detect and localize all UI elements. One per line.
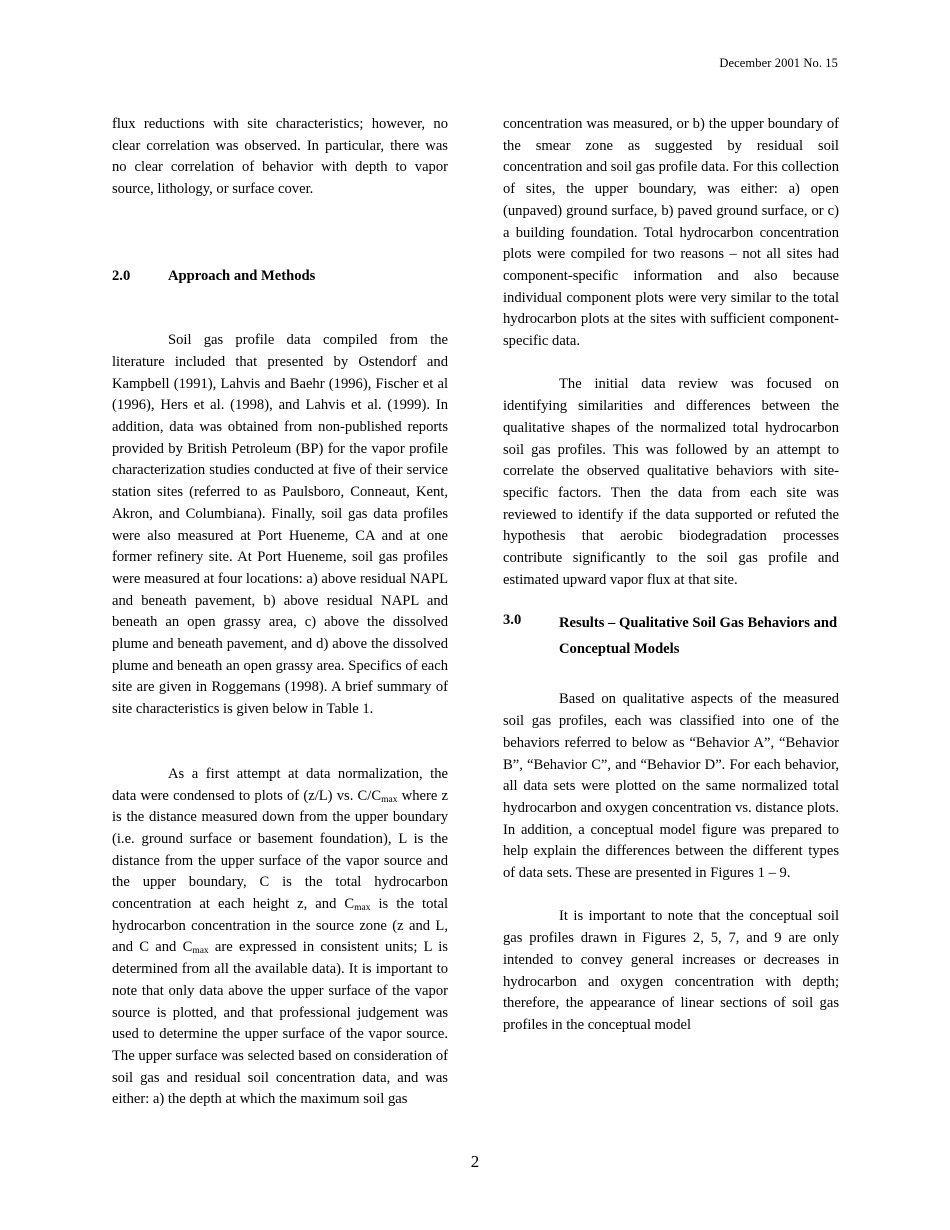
paragraph-behaviors: Based on qualitative aspects of the measured soil gas profiles, each was classified into one of the behaviors referred to below as “Behavior A”, “Behavior B”, “Behavior C”, and “Behavior D”. For each behavior, all data sets were plotted on the same normalized total hydrocarbon and oxygen concentration vs. distance plots. In addition, a conceptual model figure was prepared to help explain the differences between the different types of data sets. These are presented in Figures 1 – 9. <box>503 691 839 882</box>
right-column <box>503 114 839 1037</box>
paragraph-normalization <box>112 764 448 1111</box>
subscript-max: max <box>354 903 371 914</box>
section-title: Approach and Methods <box>168 267 316 284</box>
section-heading-2 <box>112 266 448 288</box>
paragraph-continued: flux reductions with site characteristics; however, no clear correlation was observed. In particular, there was no clear correlation of behavior with depth to vapor source, lithology, or surface cover. <box>112 116 448 198</box>
section-number: 2.0 <box>112 267 131 284</box>
page-number: 2 <box>470 1152 480 1171</box>
section-number: 3.0 <box>503 612 522 629</box>
paragraph-data-review: The initial data review was focused on identifying similarities and differences between the qualitative shapes of the normalized total hydrocarbon soil gas profiles. This was followed by an attempt to correlate the observed qualitative behaviors with site-specific factors. Then the data from each site was reviewed to identify if the data supported or refuted the hypothesis that aerobic biodegradation processes contribute significantly to the soil gas profile and estimated upward vapor flux at that site. <box>503 376 839 588</box>
subscript-max: max <box>381 794 398 805</box>
running-header: December 2001 No. 15 <box>719 56 838 70</box>
paragraph-continued: concentration was measured, or b) the upper boundary of the smear zone as suggested by residual soil concentration and soil gas profile data. For this collection of sites, the upper boundary, was either: a) open (unpaved) ground surface, b) paved ground surface, or c) a building foundation. Total hydrocarbon concentration plots were compiled for two reasons – not all sites had component-specific information and also because individual component plots were very similar to the total hydrocarbon plots at the sites with sufficient component-specific data. <box>503 116 839 350</box>
section-title: Results – Qualitative Soil Gas Behaviors and Conceptual Models <box>559 615 838 658</box>
left-column <box>112 114 448 1111</box>
subscript-max: max <box>192 946 209 957</box>
text-span: is the total hydrocarbon concentration in the source zone (z and L, and C and C <box>112 896 448 956</box>
section-heading-3 <box>503 610 839 662</box>
text-span: where z is the distance measured down from the upper boundary (i.e. ground surface or basement foundation), L is the distance from the upper surface of the vapor source and the upper boundary, C is the total hydrocarbon concentration at each height z, and C <box>112 787 448 913</box>
text-span: As a first attempt at data normalization, the data were condensed to plots of (z/L) vs. C/C <box>112 765 448 804</box>
text-span: are expressed in consistent units; L is determined from all the available data). It is important to note that only data above the upper surface of the vapor source is plotted, and that professional judgement was used to determine the upper surface of the vapor source. The upper surface was selected based on consideration of soil gas and residual soil concentration data, and was either: a) the depth at which the maximum soil gas <box>112 939 448 1108</box>
paragraph-conceptual: It is important to note that the conceptual soil gas profiles drawn in Figures 2, 5, 7, and 9 are only intended to convey general increases or decreases in hydrocarbon and oxygen concentration with depth; therefore, the appearance of linear sections of soil gas profiles in the conceptual model <box>503 908 839 1033</box>
paragraph-literature: Soil gas profile data compiled from the literature included that presented by Ostendorf and Kampbell (1991), Lahvis and Baehr (1996), Fischer et al (1996), Hers et al. (1998), and Lahvis et al. (1999). In addition, data was obtained from non-published reports provided by British Petroleum (BP) for the vapor profile characterization studies conducted at five of their service station sites (referred to as Paulsboro, Conneaut, Kent, Akron, and Columbiana). Finally, soil gas data profiles were also measured at Port Hueneme, CA and at one former refinery site. At Port Hueneme, soil gas profiles were measured at four locations: a) above residual NAPL and beneath pavement, b) above residual NAPL and beneath an open grassy area, c) above the dissolved plume and beneath pavement, and d) above the dissolved plume and beneath an open grassy area. Specifics of each site are given in Roggemans (1998). A brief summary of site characteristics is given below in Table 1. <box>112 332 448 718</box>
